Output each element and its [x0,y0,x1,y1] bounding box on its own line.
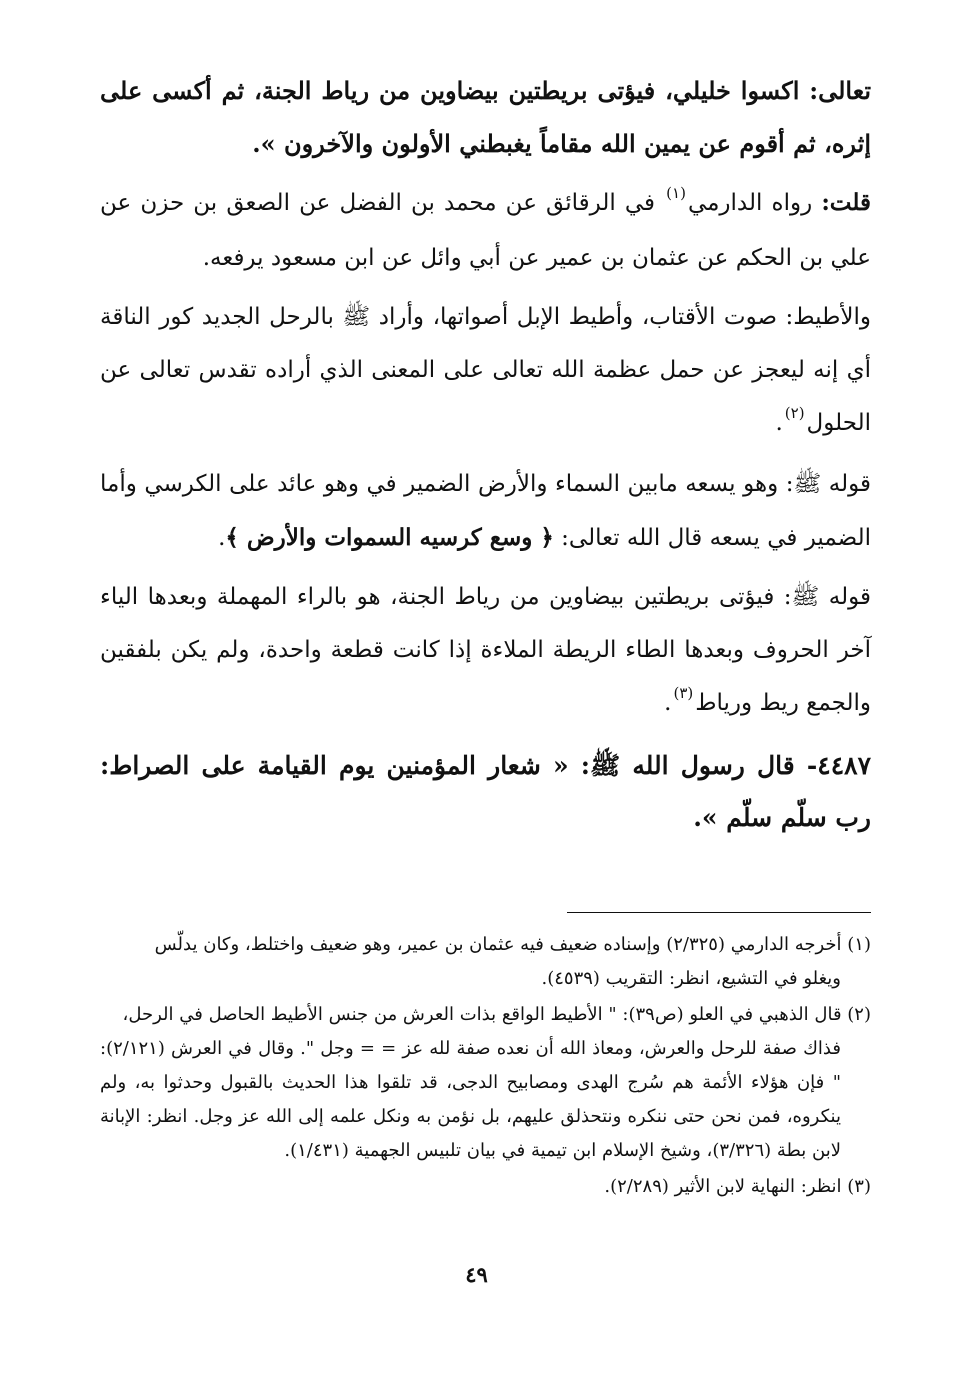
explanation-text: والأطيط: صوت الأقتاب، وأطيط الإبل أصواتها، وأراد ﷺ بالرحل الجديد كور الناقة أي إنه ليعجز عن حمل عظمة الله تعالى على المعنى الذي أراده تقدس تعالى عن الحلول [100,304,871,436]
kursi-end: . [218,525,226,551]
kursi-paragraph [100,458,871,565]
explanation-paragraph [100,291,871,452]
commentary-text-b: في الرقائق عن محمد بن الفضل عن الصعق بن حزن عن علي بن الحكم عن عثمان بن عمير عن أبي وائل عن ابن مسعود يرفعه. [100,190,871,271]
footnote-1-first: (١) أخرجه الدارمي (٢/٣٢٥) وإسناده ضعيف فيه عثمان بن عمير، وهو ضعيف واختلط، وكان يدلّس [154,934,871,955]
hadith-continuation: تعالى: اكسوا خليلي، فيؤتى بريطتين بيضاوين من رياط الجنة، ثم أكسى على إثره، ثم أقوم عن يمين الله مقاماً يغبطني الأولون والآخرون ». [100,76,871,158]
raita-end: . [664,690,672,716]
commentary-paragraph [100,176,871,285]
footnote-3 [100,1170,871,1204]
footnote-ref-2[interactable]: (٢) [784,404,805,422]
kursi-text: قوله ﷺ: وهو يسعه مابين السماء والأرض الضمير في وهو عائد على الكرسي وأما الضمير في يسعه قال الله تعالى: [100,471,871,551]
footnote-divider [567,912,871,913]
raita-text: قوله ﷺ: فيؤتى بريطتين بيضاوين من رياط الجنة، هو بالراء المهملة وبعدها الياء آخر الحروف وبعدها الطاء الريطة الملاءة إذا كانت قطعة واحدة، ولم يكن بلفقين والجمع ريط ورياط [100,584,871,716]
footnote-1-rest: ويغلو في التشيع، انظر: التقريب (٤٥٣٩). [541,968,841,989]
footnotes [100,928,871,1204]
explanation-end: . [775,410,783,436]
page-number: ٤٩ [465,1262,488,1287]
footnote-2 [100,998,871,1168]
footnote-3-first: (٣) انظر: النهاية لابن الأثير (٢/٢٨٩). [604,1176,871,1197]
footnote-ref-3[interactable]: (٣) [673,684,694,702]
hadith-4487: ٤٤٨٧- قال رسول الله ﷺ: « شعار المؤمنين يوم القيامة على الصراط: رب سلّم سلّم ». [100,751,871,832]
commentary-text-a: رواه الدارمي [687,190,822,216]
raita-paragraph [100,571,871,732]
quran-verse: ﴿ وسع كرسيه السموات والأرض ﴾ [225,524,554,551]
footnote-1 [100,928,871,996]
footnote-2-rest: فذاك صفة للرحل والعرش، ومعاذ الله أن نعده صفة لله عز = = وجل ". وقال في العرش (٢/١٢١): " فإن هؤلاء الأئمة هم سُرج الهدى ومصابيح الدجى، قد تلقوا هذا الحديث بالقبول وحدثوا به، ولم ينكروه، فمن نحن حتى ننكره ونتحذلق عليهم، بل نؤمن به ونكل علمه إلى الله عز وجل. انظر: الإبانة لابن بطة (٣/٣٢٦)، وشيخ الإسلام ابن تيمية في بيان تلبيس الجهمية (١/٤٣١). [100,1038,841,1161]
footnote-ref-1[interactable]: (١) [666,184,686,202]
commentary-lead: قلت: [821,189,871,216]
footnote-2-first: (٢) قال الذهبي في العلو (ص٣٩): " الأطيط الواقع بذات العرش من جنس الأطيط الحاصل في الرحل، [122,1004,871,1025]
main-text [100,64,871,844]
